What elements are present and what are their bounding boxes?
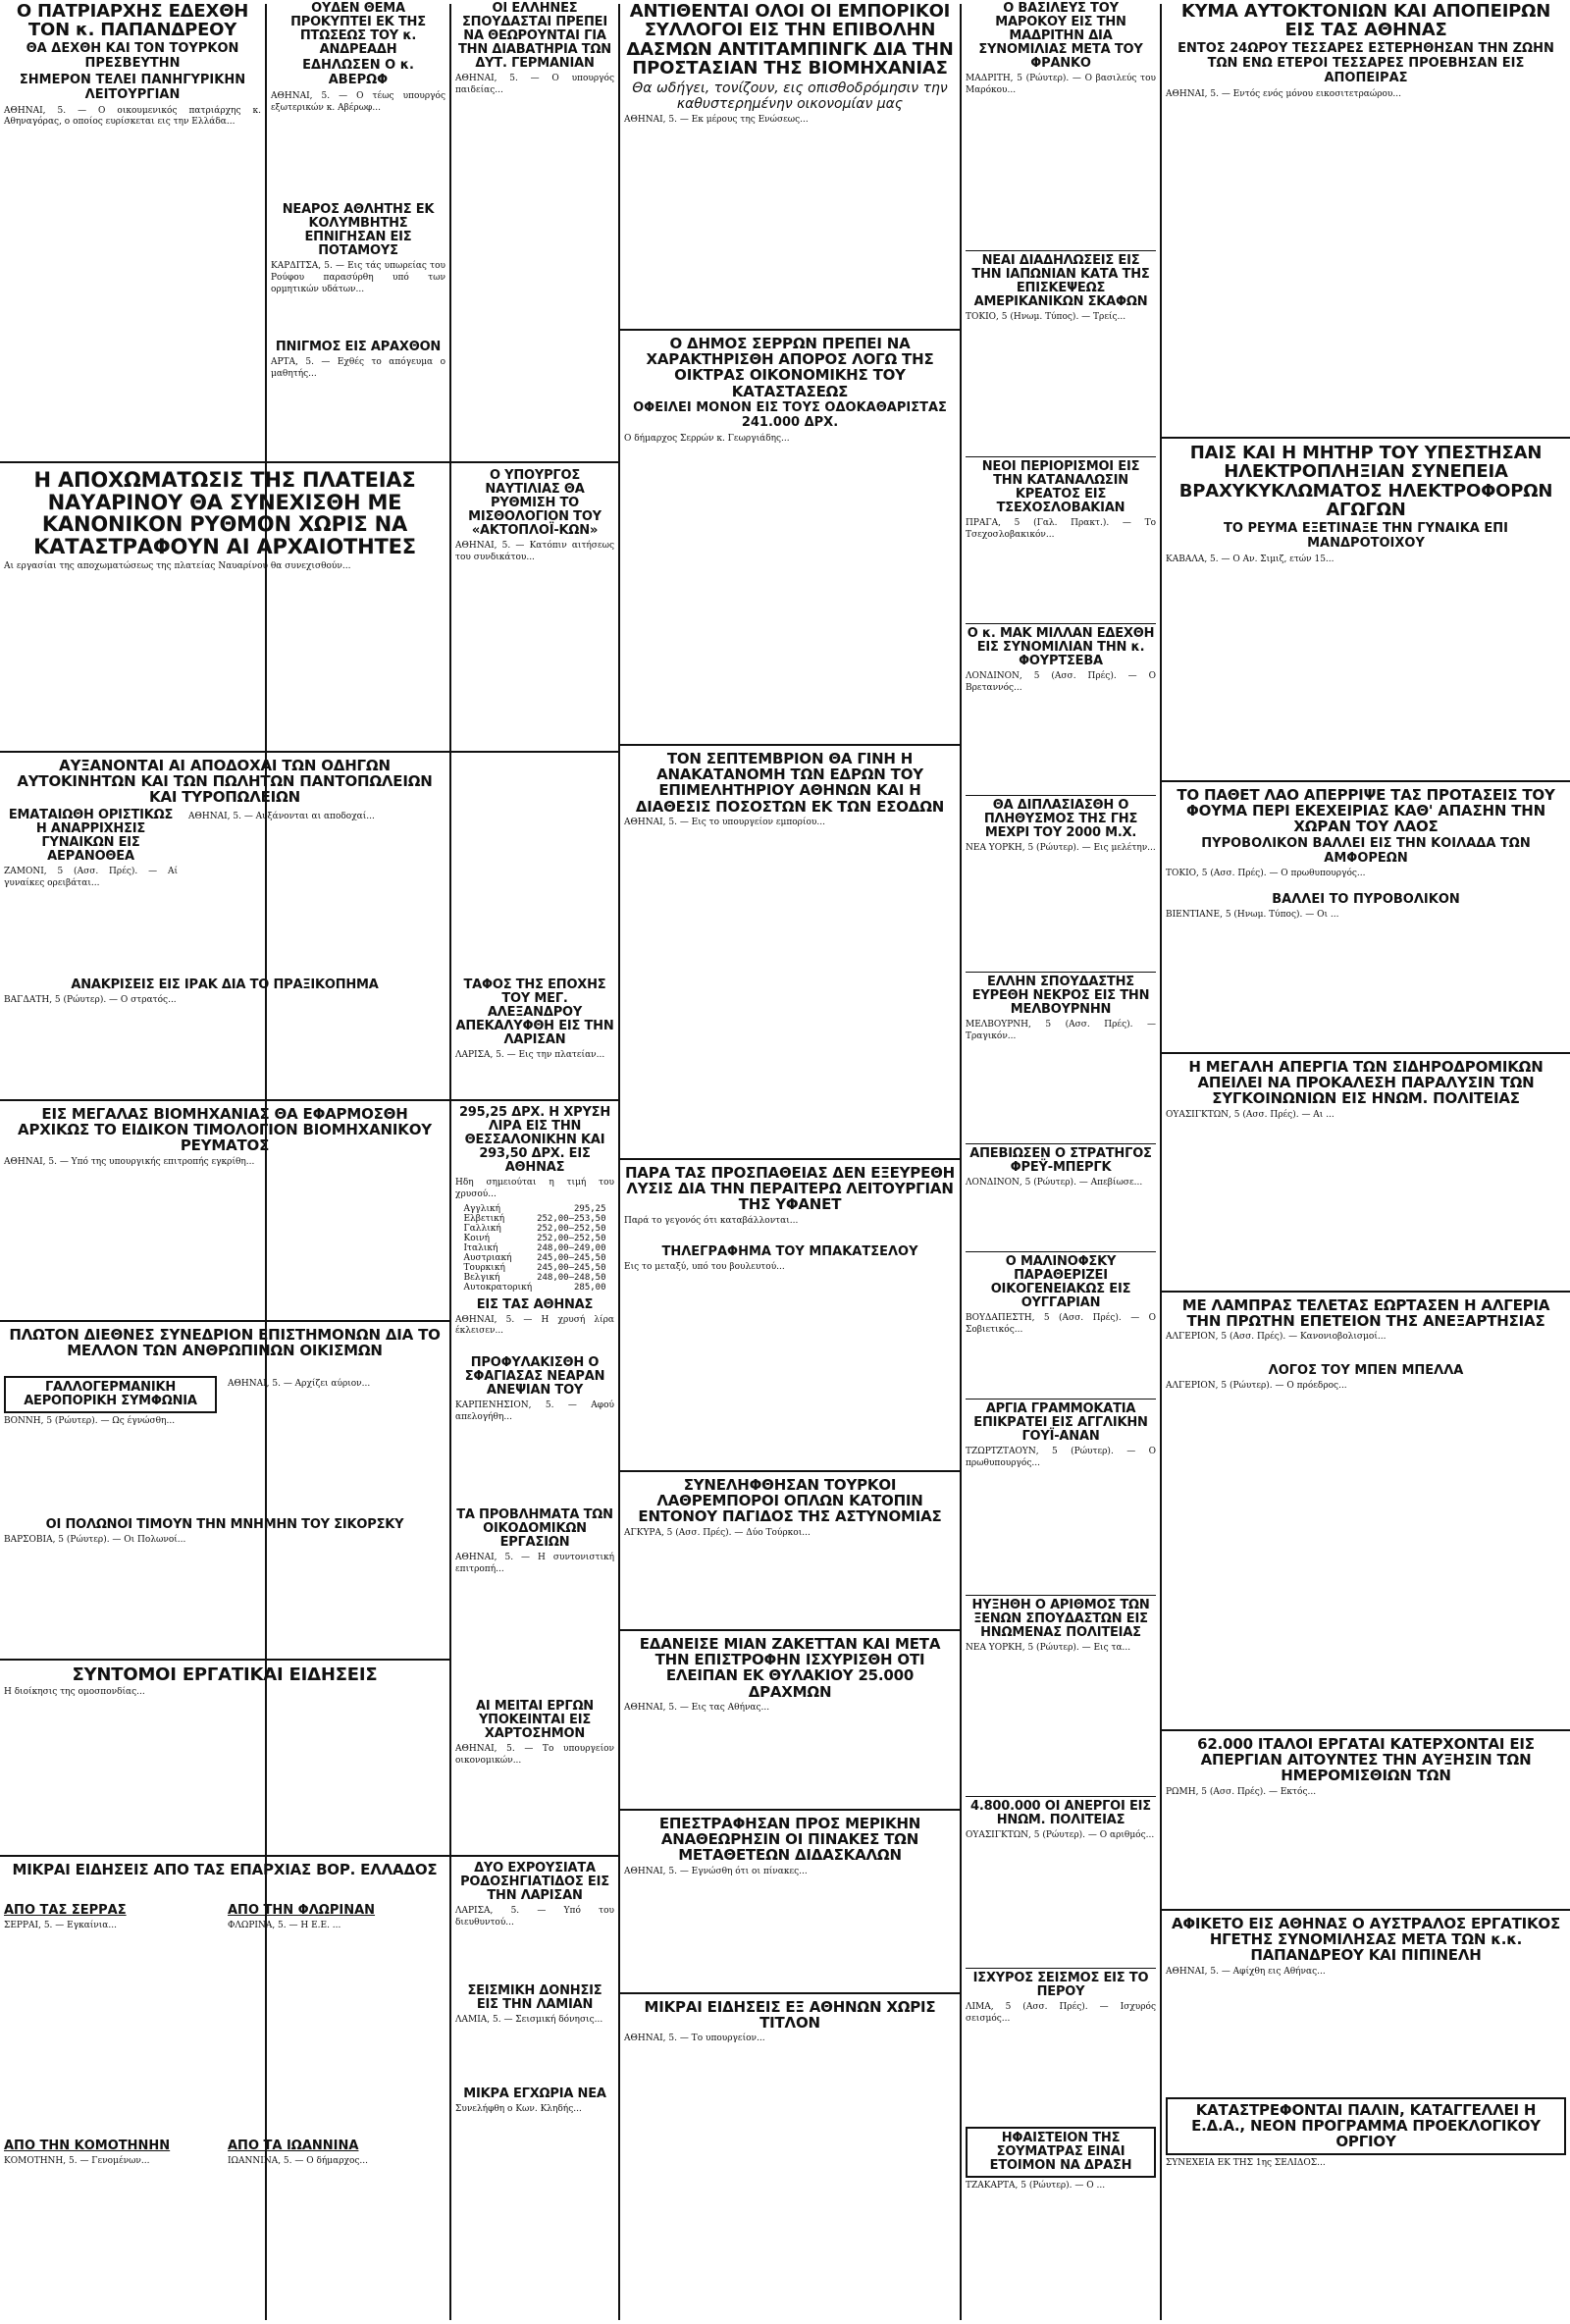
dateline: ΣΥΝΕΧΕΙΑ ΕΚ ΤΗΣ 1ης ΣΕΛΙΔΟΣ... bbox=[1166, 2157, 1326, 2168]
article-iraq bbox=[0, 977, 449, 1094]
article-franco-german bbox=[0, 1374, 221, 1511]
subheadline: ΣΗΜΕΡΟΝ ΤΕΛΕΙ ΠΑΝΗΓΥΡΙΚΗΝ ΛΕΙΤΟΥΡΓΙΑΝ bbox=[19, 72, 246, 102]
price-label: Αυστριακή bbox=[463, 1252, 512, 1263]
dateline: ΒΑΡΣΟΒΙΑ, 5 (Ρώυτερ). — Οι Πολωνοί... bbox=[4, 1535, 186, 1546]
headline: ΑΝΤΙΘΕΝΤΑΙ ΟΛΟΙ ΟΙ ΕΜΠΟΡΙΚΟΙ ΣΥΛΛΟΓΟΙ ΕΙΣ ΤΗΝ ΕΠΙΒΟΛΗΝ ΔΑΣΜΩΝ ΑΝΤΙΤΑΜΠΙΝΓΚ ΔΙΑ ΤΗΝ ΠΡΟΣΤΑΣΙΑΝ ΤΗΣ ΒΙΟΜΗΧΑΝΙΑΣ bbox=[626, 1, 954, 79]
price-value: 285,00 bbox=[574, 1282, 606, 1293]
section-rule bbox=[1162, 437, 1570, 439]
headline: ΕΛΛΗΝ ΣΠΟΥΔΑΣΤΗΣ ΕΥΡΕΘΗ ΝΕΚΡΟΣ ΕΙΣ ΤΗΝ ΜΕΛΒΟΥΡΝΗΝ bbox=[971, 975, 1150, 1018]
article-lamia bbox=[451, 1982, 618, 2081]
boxed-headline bbox=[4, 1376, 217, 1413]
article-melbourne bbox=[962, 967, 1160, 1134]
dateline: ΑΘΗΝΑΙ, 5. — Εις τας Αθήνας... bbox=[624, 1702, 770, 1713]
dateline: ΤΖΑΚΑΡΤΑ, 5 (Ρώυτερ). — Ο ... bbox=[966, 2181, 1106, 2192]
dateline: ΤΖΩΡΤΖΤΑΟΥΝ, 5 (Ρώυτερ). — Ο πρωθυπουργός... bbox=[966, 1447, 1156, 1468]
article-industry-power bbox=[0, 1104, 449, 1315]
subheadline: ΘΑ ΔΕΧΘΗ ΚΑΙ ΤΟΝ ΤΟΥΡΚΟΝ ΠΡΕΣΒΕΥΤΗΝ bbox=[26, 40, 239, 71]
dateline: ΒΙΕΝΤΙΑΝΕ, 5 (Ηνωμ. Τύπος). — Οι ... bbox=[1166, 910, 1339, 921]
headline: ΑΥΞΑΝΟΝΤΑΙ ΑΙ ΑΠΟΔΟΧΑΙ ΤΩΝ ΟΔΗΓΩΝ ΑΥΤΟΚΙΝΗΤΩΝ ΚΑΙ ΤΩΝ ΠΩΛΗΤΩΝ ΠΑΝΤΟΠΩΛΕΙΩΝ ΚΑΙ ΤΥΡΟΠΩΛΕΙΩΝ bbox=[17, 757, 433, 803]
headline: ΣΥΝΤΟΜΟΙ ΕΡΓΑΤΙΚΑΙ ΕΙΔΗΣΕΙΣ bbox=[72, 1664, 378, 1685]
price-row bbox=[461, 1224, 607, 1234]
dateline: ΑΘΗΝΑΙ, 5. — Αρχίζει αύριον... bbox=[228, 1379, 371, 1389]
dateline: ΑΘΗΝΑΙ, 5. — Εντός ενός μόνου εικοσιτετραώρου... bbox=[1166, 88, 1401, 99]
article-peru-quake bbox=[962, 1963, 1160, 2120]
headline: ΑΙ ΜΕΙΤΑΙ ΕΡΓΩΝ ΥΠΟΚΕΙΝΤΑΙ ΕΙΣ ΧΑΡΤΟΣΗΜΟΝ bbox=[476, 1699, 594, 1742]
section-rule bbox=[620, 744, 960, 746]
dateline: ΝΕΑ ΥΟΡΚΗ, 5 (Ρώυτερ). — Εις μελέτην... bbox=[966, 843, 1156, 854]
dateline: ΑΘΗΝΑΙ, 5. — Αυξάνονται αι αποδοχαί... bbox=[188, 812, 375, 821]
headline: ΝΕΑΡΟΣ ΑΘΛΗΤΗΣ ΕΚ ΚΟΛΥΜΒΗΤΗΣ ΕΠΝΙΓΗΣΑΝ ΕΙΣ ΠΟΤΑΜΟΥΣ bbox=[282, 202, 435, 259]
article-electrocution bbox=[1162, 442, 1570, 775]
price-value: 248,00—249,00 bbox=[537, 1242, 606, 1253]
dateline: ΦΛΩΡΙΝΑ, 5. — Η Ε.Ε. ... bbox=[228, 1921, 341, 1930]
price-value: 252,00—252,50 bbox=[537, 1233, 606, 1243]
dateline: ΣΕΡΡΑΙ, 5. — Εγκαίνια... bbox=[4, 1921, 117, 1930]
section-rule bbox=[620, 1470, 960, 1472]
headline: ΟΙ ΠΟΛΩΝΟΙ ΤΙΜΟΥΝ ΤΗΝ ΜΝΗΜΗΝ ΤΟΥ ΣΙΚΟΡΣΚΥ bbox=[45, 1517, 404, 1532]
price-label: Ιταλική bbox=[463, 1242, 498, 1253]
dateline: ΤΟΚΙΟ, 5 (Ηνωμ. Τύπος). — Τρείς... bbox=[966, 312, 1126, 323]
headline: ΗΥΞΗΘΗ Ο ΑΡΙΘΜΟΣ ΤΩΝ ΞΕΝΩΝ ΣΠΟΥΔΑΣΤΩΝ ΕΙΣ ΗΝΩΜΕΝΑΣ ΠΟΛΙΤΕΙΑΣ bbox=[971, 1598, 1150, 1641]
regional-serres bbox=[0, 1899, 221, 2125]
article-smugglers bbox=[620, 1475, 960, 1627]
headline: 62.000 ΙΤΑΛΟΙ ΕΡΓΑΤΑΙ ΚΑΤΕΡΧΟΝΤΑΙ ΕΙΣ ΑΠΕΡΓΙΑΝ ΑΙΤΟΥΝΤΕΣ ΤΗΝ ΑΥΞΗΣΙΝ ΤΩΝ ΗΜΕΡΟΜΙΣΘΙΩΝ ΤΩΝ bbox=[1197, 1735, 1535, 1785]
regional-florina bbox=[224, 1899, 449, 2125]
section-rule bbox=[0, 461, 618, 463]
regional-komotini bbox=[0, 2135, 221, 2321]
headline: ΤΟΝ ΣΕΠΤΕΜΒΡΙΟΝ ΘΑ ΓΙΝΗ Η ΑΝΑΚΑΤΑΝΟΜΗ ΤΩΝ ΕΔΡΩΝ ΤΟΥ ΕΠΙΜΕΛΗΤΗΡΙΟΥ ΑΘΗΝΩΝ ΚΑΙ Η ΔΙΑΘΕΣΙΣ ΠΟΣΟΣΤΩΝ ΕΚ ΤΩΝ ΕΣΟΔΩΝ bbox=[635, 750, 945, 816]
section-rule bbox=[0, 1855, 618, 1857]
section-rule bbox=[620, 1992, 960, 1994]
dateline: ΛΑΡΙΣΑ, 5. — Υπό του διευθυντού... bbox=[455, 1906, 614, 1928]
section-rule bbox=[1162, 1291, 1570, 1293]
article-suicides bbox=[1162, 0, 1570, 432]
price-row bbox=[461, 1263, 607, 1273]
price-label: Ελβετική bbox=[463, 1213, 505, 1224]
article-arachthos bbox=[267, 339, 449, 432]
dateline: ΛΟΝΔΙΝΟΝ, 5 (Ασσ. Πρές). — Ο Βρεταννός... bbox=[966, 671, 1156, 693]
gold-price-table bbox=[461, 1204, 607, 1293]
price-row bbox=[461, 1214, 607, 1224]
article-sikorsky bbox=[0, 1516, 449, 1654]
article-athens-briefs bbox=[620, 1997, 960, 2321]
section-rule bbox=[1162, 780, 1570, 782]
dateline: ΑΡΤΑ, 5. — Εχθές το απόγευμα ο μαθητής... bbox=[271, 357, 445, 379]
article-japan bbox=[962, 245, 1160, 447]
section-rule bbox=[620, 1629, 960, 1631]
section-rule bbox=[1162, 1729, 1570, 1731]
section-label: ΑΠΟ ΤΗΝ ΦΛΩΡΙΝΑΝ bbox=[228, 1903, 376, 1918]
section-rule bbox=[0, 751, 618, 753]
headline: ΤΗΛΕΓΡΑΦΗΜΑ ΤΟΥ ΜΠΑΚΑΤΣΕΛΟΥ bbox=[661, 1244, 918, 1260]
headline: Ο κ. ΜΑΚ ΜΙΛΛΑΝ ΕΔΕΧΘΗ ΕΙΣ ΣΥΝΟΜΙΛΙΑΝ ΤΗΝ κ. ΦΟΥΡΤΣΕΒΑ bbox=[967, 626, 1155, 669]
article-tomb bbox=[451, 977, 618, 1094]
headline: Ο ΔΗΜΟΣ ΣΕΡΡΩΝ ΠΡΕΠΕΙ ΝΑ ΧΑΡΑΚΤΗΡΙΣΘΗ ΑΠΟΡΟΣ ΛΟΓΩ ΤΗΣ ΟΙΚΤΡΑΣ ΟΙΚΟΝΟΜΙΚΗΣ ΤΟΥ ΚΑΤΑΣΤΑΣΕΩΣ bbox=[646, 335, 934, 400]
article-chamber bbox=[620, 749, 960, 1156]
article-unemployed bbox=[962, 1791, 1160, 1958]
section-rule bbox=[620, 1809, 960, 1811]
section-label: ΑΠΟ ΤΗΝ ΚΟΜΟΤΗΝΗΝ bbox=[4, 2139, 171, 2153]
dateline: ΚΑΡΠΕΝΗΣΙΟΝ, 5. — Αφού απελογήθη... bbox=[455, 1400, 614, 1422]
dateline: ΚΑΒΑΛΑ, 5. — Ο Αν. Σιμιζ, ετών 15... bbox=[1166, 554, 1334, 564]
dateline: Συνελήφθη ο Κων. Κληδής... bbox=[455, 2104, 582, 2115]
price-value: 252,00—253,50 bbox=[537, 1213, 606, 1224]
article-shipping bbox=[451, 467, 618, 752]
price-row bbox=[461, 1204, 607, 1214]
article-patriarch bbox=[0, 0, 265, 432]
dateline: ΛΑΜΙΑ, 5. — Σεισμική δόνησις... bbox=[455, 2015, 603, 2026]
headline: ΝΕΑΙ ΔΙΑΔΗΛΩΣΕΙΣ ΕΙΣ ΤΗΝ ΙΑΠΩΝΙΑΝ ΚΑΤΑ ΤΗΣ ΕΠΙΣΚΕΨΕΩΣ ΑΜΕΡΙΚΑΝΙΚΩΝ ΣΚΑΦΩΝ bbox=[971, 253, 1150, 310]
regional-ioannina bbox=[224, 2135, 449, 2321]
price-value: 245,00—245,50 bbox=[537, 1252, 606, 1263]
section-rule bbox=[1162, 1052, 1570, 1054]
article-macmillan bbox=[962, 618, 1160, 785]
headline: ΗΦΑΙΣΤΕΙΟΝ ΤΗΣ ΣΟΥΜΑΤΡΑΣ ΕΙΝΑΙ ΕΤΟΙΜΟΝ ΝΑ ΔΡΑΣΗ bbox=[989, 2131, 1132, 2174]
article-navarinou bbox=[0, 467, 449, 752]
subheadline: ΕΝΤΟΣ 24ΩΡΟΥ ΤΕΣΣΑΡΕΣ ΕΣΤΕΡΗΘΗΣΑΝ ΤΗΝ ΖΩΗΝ ΤΩΝ ΕΝΩ ΕΤΕΡΟΙ ΤΕΣΣΑΡΕΣ ΠΡΟΕΒΗΣΑΝ ΕΙΣ ΑΠΟΠΕΙΡΑΣ bbox=[1178, 40, 1554, 85]
price-label: Αυτοκρατορική bbox=[463, 1282, 533, 1293]
dateline: Αι εργασίαι της αποχωματώσεως της πλατείας Ναυαρίνου θα συνεχισθούν... bbox=[4, 560, 351, 571]
dateline: ΑΘΗΝΑΙ, 5. — Εκ μέρους της Ενώσεως... bbox=[624, 114, 809, 125]
article-teachers bbox=[620, 1814, 960, 1990]
headline: ΓΑΛΛΟΓΕΡΜΑΝΙΚΗ ΑΕΡΟΠΟΡΙΚΗ ΣΥΜΦΩΝΙΑ bbox=[24, 1380, 197, 1409]
article-laos bbox=[1162, 785, 1570, 1050]
headline: ΒΑΛΛΕΙ ΤΟ ΠΥΡΟΒΟΛΙΚΟΝ bbox=[1272, 892, 1460, 908]
price-label: Αγγλική bbox=[463, 1203, 500, 1214]
dateline: ΑΘΗΝΑΙ, 5. — Ο τέως υπουργός εξωτερικών κ. Αβέρωφ... bbox=[271, 91, 445, 113]
boxed-headline bbox=[966, 2127, 1156, 2178]
article-population bbox=[962, 790, 1160, 962]
headline: ΑΝΑΚΡΙΣΕΙΣ ΕΙΣ ΙΡΑΚ ΔΙΑ ΤΟ ΠΡΑΞΙΚΟΠΗΜΑ bbox=[71, 977, 379, 992]
headline: ΠΝΙΓΜΟΣ ΕΙΣ ΑΡΑΧΘΟΝ bbox=[275, 340, 442, 354]
section-label: ΑΠΟ ΤΑ ΙΩΑΝΝΙΝΑ bbox=[228, 2139, 359, 2153]
dateline: ΙΩΑΝΝΙΝΑ, 5. — Ο δήμαρχος... bbox=[228, 2156, 368, 2166]
article-drivers-body bbox=[184, 807, 449, 974]
headline: Ο ΠΑΤΡΙΑΡΧΗΣ ΕΔΕΧΘΗ ΤΟΝ κ. ΠΑΠΑΝΔΡΕΟΥ bbox=[16, 1, 249, 41]
headline: ΟΥΔΕΝ ΘΕΜΑ ΠΡΟΚΥΠΤΕΙ ΕΚ ΤΗΣ ΠΤΩΣΕΩΣ ΤΟΥ κ. ΑΝΔΡΕΑΔΗ bbox=[290, 1, 426, 58]
section-rule bbox=[0, 1320, 449, 1322]
headline: ΘΑ ΔΙΠΛΑΣΙΑΣΘΗ Ο ΠΛΗΘΥΣΜΟΣ ΤΗΣ ΓΗΣ ΜΕΧΡΙ ΤΟΥ 2000 Μ.Χ. bbox=[983, 798, 1138, 841]
headline: Ο ΥΠΟΥΡΓΟΣ ΝΑΥΤΙΛΙΑΣ ΘΑ ΡΥΘΜΙΣΗ ΤΟ ΜΙΣΘΟΛΟΓΙΟΝ ΤΟΥ «ΑΚΤΟΠΛΟΪ-ΚΩΝ» bbox=[468, 468, 602, 539]
dateline: ΒΑΓΔΑΤΗ, 5 (Ρώυτερ). — Ο στρατός... bbox=[4, 995, 177, 1006]
headline: ΣΕΙΣΜΙΚΗ ΔΟΝΗΣΙΣ ΕΙΣ ΤΗΝ ΛΑΜΙΑΝ bbox=[467, 1983, 602, 2013]
article-nephew bbox=[451, 1354, 618, 1502]
dateline: ΛΑΡΙΣΑ, 5. — Εις την πλατείαν... bbox=[455, 1050, 605, 1061]
dateline: Ο δήμαρχος Σερρών κ. Γεωργιάδης... bbox=[624, 433, 790, 444]
dateline: ΑΘΗΝΑΙ, 5. — Ο οικουμενικός πατριάρχης κ. Αθηναγόρας, ο οποίος ευρίσκεται εις την Ελλάδα... bbox=[4, 105, 261, 128]
headline: ΙΣΧΥΡΟΣ ΣΕΙΣΜΟΣ ΕΙΣ ΤΟ ΠΕΡΟΥ bbox=[972, 1971, 1149, 2000]
headline: Η ΜΕΓΑΛΗ ΑΠΕΡΓΙΑ ΤΩΝ ΣΙΔΗΡΟΔΡΟΜΙΚΩΝ ΑΠΕΙΛΕΙ ΝΑ ΠΡΟΚΑΛΕΣΗ ΠΑΡΑΛΥΣΙΝ ΤΩΝ ΣΥΓΚΟΙΝΩΝΙΩΝ ΕΙΣ ΗΝΩΜ. ΠΟΛΙΤΕΙΑΣ bbox=[1188, 1058, 1544, 1108]
dateline: ΑΘΗΝΑΙ, 5. — Η χρυσή λίρα έκλεισεν... bbox=[455, 1314, 614, 1337]
headline: ΕΔΑΝΕΙΣΕ ΜΙΑΝ ΖΑΚΕΤΤΑΝ ΚΑΙ ΜΕΤΑ ΤΗΝ ΕΠΙΣΤΡΟΦΗΝ ΙΣΧΥΡΙΣΘΗ ΟΤΙ ΕΛΕΙΠΑΝ ΕΚ ΘΥΛΑΚΙΟΥ 25.000 ΔΡΑΧΜΩΝ bbox=[639, 1635, 941, 1701]
article-guiana bbox=[962, 1394, 1160, 1585]
price-label: Τουρκική bbox=[463, 1262, 505, 1273]
headline: ΠΑΙΣ ΚΑΙ Η ΜΗΤΗΡ ΤΟΥ ΥΠΕΣΤΗΣΑΝ ΗΛΕΚΤΡΟΠΛΗΞΙΑΝ ΣΥΝΕΠΕΙΑ ΒΡΑΧΥΚΥΚΛΩΜΑΤΟΣ ΗΛΕΚΤΡΟΦΟΡΩΝ ΑΓΩΓΩΝ bbox=[1178, 443, 1553, 521]
dateline: ΤΟΚΙΟ, 5 (Ασσ. Πρές). — Ο πρωθυπουργός... bbox=[1166, 869, 1366, 879]
section-rule bbox=[0, 1659, 449, 1661]
article-eda bbox=[1162, 2095, 1570, 2321]
headline: ΝΕΟΙ ΠΕΡΙΟΡΙΣΜΟΙ ΕΙΣ ΤΗΝ ΚΑΤΑΝΑΛΩΣΙΝ ΚΡΕΑΤΟΣ ΕΙΣ ΤΣΕΧΟΣΛΟΒΑΚΙΑΝ bbox=[981, 459, 1140, 516]
dateline: ΒΟΝΝΗ, 5 (Ρώυτερ). — Ως έγνώσθη... bbox=[4, 1416, 176, 1427]
article-antidumping bbox=[620, 0, 960, 324]
price-value: 245,00—245,50 bbox=[537, 1262, 606, 1273]
dateline: ΑΘΗΝΑΙ, 5. — Κατόπιν αιτήσεως του συνδικάτου... bbox=[455, 541, 614, 562]
headline: Ο ΒΑΣΙΛΕΥΣ ΤΟΥ ΜΑΡΟΚΟΥ ΕΙΣ ΤΗΝ ΜΑΔΡΙΤΗΝ ΔΙΑ ΣΥΝΟΜΙΛΙΑΣ ΜΕΤΑ ΤΟΥ ΦΡΑΝΚΟ bbox=[978, 1, 1143, 72]
section-rule bbox=[0, 1099, 618, 1101]
dateline: ΑΘΗΝΑΙ, 5. — Εγνώσθη ότι οι πίνακες... bbox=[624, 1866, 808, 1876]
price-label: Βελγική bbox=[463, 1272, 500, 1283]
article-gold-price bbox=[451, 1104, 618, 1349]
article-local-news bbox=[451, 2086, 618, 2321]
headline: ΤΑ ΠΡΟΒΛΗΜΑΤΑ ΤΩΝ ΟΙΚΟΔΟΜΙΚΩΝ ΕΡΓΑΣΙΩΝ bbox=[456, 1507, 613, 1551]
article-students-visa bbox=[451, 0, 618, 432]
headline: ΟΙ ΕΛΛΗΝΕΣ ΣΠΟΥΔΑΣΤΑΙ ΠΡΕΠΕΙ ΝΑ ΘΕΩΡΟΥΝΤΑΙ ΓΙΑ ΤΗΝ ΔΙΑΒΑΤΗΡΙΑ ΤΩΝ ΔΥΤ. ΓΕΡΜΑΝΙΑΝ bbox=[458, 1, 611, 72]
dateline: Παρά το γεγονός ότι καταβάλλονται... bbox=[624, 1215, 799, 1226]
article-sumatra bbox=[962, 2125, 1160, 2321]
dateline: ΖΑΜΟΝΙ, 5 (Ασσ. Πρές). — Αί γυναίκες ορειβάται... bbox=[4, 867, 178, 888]
section-rule bbox=[620, 329, 960, 331]
headline: 4.800.000 ΟΙ ΑΝΕΡΓΟΙ ΕΙΣ ΗΝΩΜ. ΠΟΛΙΤΕΙΑΣ bbox=[970, 1799, 1151, 1828]
headline: ΠΡΟΦΥΛΑΚΙΣΘΗ Ο ΣΦΑΓΙΑΣΑΣ ΝΕΑΡΑΝ ΑΝΕΨΙΑΝ ΤΟΥ bbox=[464, 1355, 605, 1399]
dateline: ΑΘΗΝΑΙ, 5. — Ο υπουργός παιδείας... bbox=[455, 74, 614, 95]
dateline: ΠΡΑΓΑ, 5 (Γαλ. Πρακτ.). — Το Τσεχοσλοβακικόν... bbox=[966, 518, 1156, 540]
price-row bbox=[461, 1283, 607, 1293]
dateline: ΟΥΑΣΙΓΚΤΩΝ, 5 (Ρώυτερ). — Ο αριθμός... bbox=[966, 1830, 1155, 1841]
article-australian-leader bbox=[1162, 1914, 1570, 2090]
dateline: ΝΕΑ ΥΟΡΚΗ, 5 (Ρώυτερ). — Εις τα... bbox=[966, 1643, 1131, 1654]
headline: ΑΠΕΒΙΩΣΕΝ Ο ΣΤΡΑΤΗΓΟΣ ΦΡΕΫ-ΜΠΕΡΓΚ bbox=[969, 1146, 1152, 1176]
dateline: ΚΟΜΟΤΗΝΗ, 5. — Γενομένων... bbox=[4, 2156, 150, 2166]
article-construction bbox=[451, 1506, 618, 1693]
dateline: ΑΛΓΕΡΙΟΝ, 5 (Ρώυτερ). — Ο πρόεδρος... bbox=[1166, 1381, 1347, 1392]
headline: ΠΑΡΑ ΤΑΣ ΠΡΟΣΠΑΘΕΙΑΣ ΔΕΝ ΕΞΕΥΡΕΘΗ ΛΥΣΙΣ ΔΙΑ ΤΗΝ ΠΕΡΑΙΤΕΡΩ ΛΕΙΤΟΥΡΓΙΑΝ ΤΗΣ ΥΦΑΝΕΤ bbox=[624, 1164, 956, 1214]
article-drowning bbox=[267, 201, 449, 334]
article-climbers bbox=[0, 807, 182, 974]
article-serres-municipality bbox=[620, 334, 960, 741]
article-algeria bbox=[1162, 1295, 1570, 1727]
subheadline: ΟΦΕΙΛΕΙ ΜΟΝΟΝ ΕΙΣ ΤΟΥΣ ΟΔΟΚΑΘΑΡΙΣΤΑΣ 241.000 ΔΡΧ. bbox=[633, 399, 947, 430]
headline: 295,25 ΔΡΧ. Η ΧΡΥΣΗ ΛΙΡΑ ΕΙΣ ΤΗΝ ΘΕΣΣΑΛΟΝΙΚΗΝ ΚΑΙ 293,50 ΔΡΧ. ΕΙΣ ΑΘΗΝΑΣ bbox=[458, 1105, 611, 1176]
dateline: ΚΑΡΔΙΤΣΑ, 5. — Εις τάς υπωρείας του Ρούφου παρασύρθη υπό των ορμητικών υδάτων... bbox=[271, 261, 445, 294]
headline: ΠΛΩΤΟΝ ΔΙΕΘΝΕΣ ΣΥΝΕΔΡΙΟΝ ΕΠΙΣΤΗΜΟΝΩΝ ΔΙΑ ΤΟ ΜΕΛΛΟΝ ΤΩΝ ΑΝΘΡΩΠΙΝΩΝ ΟΙΚΙΣΜΩΝ bbox=[9, 1326, 441, 1360]
article-labor-news bbox=[0, 1664, 449, 1845]
article-regional bbox=[0, 1860, 449, 1895]
dateline: Εις το μεταξύ, υπό του βουλευτού... bbox=[624, 1262, 785, 1273]
article-jacket bbox=[620, 1634, 960, 1806]
price-row bbox=[461, 1243, 607, 1253]
headline: ΛΟΓΟΣ ΤΟΥ ΜΠΕΝ ΜΠΕΛΛΑ bbox=[1268, 1363, 1464, 1379]
subheadline: Θα ωδήγει, τονίζουν, εις οπισθοδρόμησιν την καθυστερημένην οικονομίαν μας bbox=[632, 79, 948, 112]
article-foreign-students bbox=[962, 1590, 1160, 1786]
dateline: ΑΘΗΝΑΙ, 5. — Το υπουργείον οικονομικών... bbox=[455, 1744, 614, 1766]
dateline: Ηδη σημειούται η τιμή του χρυσού... bbox=[455, 1178, 614, 1199]
dateline: ΟΥΑΣΙΓΚΤΩΝ, 5 (Ασσ. Πρές). — Αι ... bbox=[1166, 1109, 1334, 1120]
section-rule bbox=[1162, 1909, 1570, 1911]
headline: ΜΙΚΡΑΙ ΕΙΔΗΣΕΙΣ ΑΠΟ ΤΑΣ ΕΠΑΡΧΙΑΣ ΒΟΡ. ΕΛΛΑΔΟΣ bbox=[12, 1861, 438, 1878]
boxed-headline bbox=[1166, 2097, 1566, 2155]
price-label: Γαλλική bbox=[463, 1223, 501, 1234]
dateline: ΑΘΗΝΑΙ, 5. — Η συντονιστική επιτροπή... bbox=[455, 1553, 614, 1574]
dateline: ΑΘΗΝΑΙ, 5. — Το υπουργείον... bbox=[624, 2034, 765, 2044]
headline: ΕΙΣ ΤΑΣ ΑΘΗΝΑΣ bbox=[476, 1296, 594, 1312]
subheadline: ΠΥΡΟΒΟΛΙΚΟΝ ΒΑΛΛΕΙ ΕΙΣ ΤΗΝ ΚΟΙΛΑΔΑ ΤΩΝ ΑΜΦΟΡΕΩΝ bbox=[1201, 835, 1531, 866]
article-stamp-duty bbox=[451, 1698, 618, 1845]
article-congress bbox=[0, 1325, 449, 1372]
headline: ΚΥΜΑ ΑΥΤΟΚΤΟΝΙΩΝ ΚΑΙ ΑΠΟΠΕΙΡΩΝ ΕΙΣ ΤΑΣ ΑΘΗΝΑΣ bbox=[1180, 1, 1551, 41]
article-drivers bbox=[0, 756, 449, 803]
dateline: ΑΓΚΥΡΑ, 5 (Ασσ. Πρές). — Δύο Τούρκοι... bbox=[624, 1527, 811, 1538]
article-czech-meat bbox=[962, 451, 1160, 613]
article-malinovsky bbox=[962, 1246, 1160, 1389]
dateline: ΜΕΛΒΟΥΡΝΗ, 5 (Ασσ. Πρές). — Τραγικόν... bbox=[966, 1020, 1156, 1041]
headline: ΤΟ ΠΑΘΕΤ ΛΑΟ ΑΠΕΡΡΙΨΕ ΤΑΣ ΠΡΟΤΑΣΕΙΣ ΤΟΥ ΦΟΥΜΑ ΠΕΡΙ ΕΚΕΧΕΙΡΙΑΣ ΚΑΘ' ΑΠΑΣΗΝ ΤΗΝ ΧΩΡΑΝ ΤΟΥ ΛΑΟΣ bbox=[1177, 786, 1555, 836]
headline: ΜΕ ΛΑΜΠΡΑΣ ΤΕΛΕΤΑΣ ΕΩΡΤΑΣΕΝ Η ΑΛΓΕΡΙΑ ΤΗΝ ΠΡΩΤΗΝ ΕΠΕΤΕΙΟΝ ΤΗΣ ΑΝΕΞΑΡΤΗΣΙΑΣ bbox=[1181, 1296, 1550, 1331]
headline: ΤΑΦΟΣ ΤΗΣ ΕΠΟΧΗΣ ΤΟΥ ΜΕΓ. ΑΛΕΞΑΝΔΡΟΥ ΑΠΕΚΑΛΥΦΘΗ ΕΙΣ ΤΗΝ ΛΑΡΙΣΑΝ bbox=[455, 977, 614, 1048]
headline: ΔΥΟ ΕΧΡΟΥΣΙΑΤΑ ΡΟΔΟΣΗΓΙΑΤΙΔΟΣ ΕΙΣ ΤΗΝ ΛΑΡΙΣΑΝ bbox=[460, 1861, 609, 1904]
article-yfanet bbox=[620, 1163, 960, 1467]
article-morocco bbox=[962, 0, 1160, 240]
price-row bbox=[461, 1253, 607, 1263]
article-freyberg bbox=[962, 1138, 1160, 1241]
headline: ΜΙΚΡΑ ΕΓΧΩΡΙΑ ΝΕΑ bbox=[463, 2086, 606, 2101]
headline: ΑΦΙΚΕΤΟ ΕΙΣ ΑΘΗΝΑΣ Ο ΑΥΣΤΡΑΛΟΣ ΕΡΓΑΤΙΚΟΣ ΗΓΕΤΗΣ ΣΥΝΟΜΙΛΗΣΑΣ ΜΕΤΑ ΤΩΝ κ.κ. ΠΑΠΑΝΔΡΕΟΥ ΚΑΙ ΠΙΠΙΝΕΛΗ bbox=[1171, 1915, 1561, 1965]
headline: ΜΙΚΡΑΙ ΕΙΔΗΣΕΙΣ ΕΞ ΑΘΗΝΩΝ ΧΩΡΙΣ ΤΙΤΛΟΝ bbox=[644, 1998, 936, 2033]
dateline: ΜΑΔΡΙΤΗ, 5 (Ρώυτερ). — Ο βασιλεύς του Μαρόκου... bbox=[966, 74, 1156, 95]
section-rule bbox=[620, 1158, 960, 1160]
dateline: ΛΟΝΔΙΝΟΝ, 5 (Ρώυτερ). — Απεβίωσε... bbox=[966, 1178, 1143, 1188]
price-row bbox=[461, 1234, 607, 1243]
headline: ΕΜΑΤΑΙΩΘΗ ΟΡΙΣΤΙΚΩΣ Η ΑΝΑΡΡΙΧΗΣΙΣ ΓΥΝΑΙΚΩΝ ΕΙΣ ΑΕΡΑΝΟΘΕΑ bbox=[8, 808, 174, 865]
article-averof bbox=[267, 0, 449, 196]
headline: ΣΥΝΕΛΗΦΘΗΣΑΝ ΤΟΥΡΚΟΙ ΛΑΘΡΕΜΠΟΡΟΙ ΟΠΛΩΝ ΚΑΤΟΠΙΝ ΕΝΤΟΝΟΥ ΠΑΓΙΔΟΣ ΤΗΣ ΑΣΤΥΝΟΜΙΑΣ bbox=[638, 1476, 942, 1526]
article-rail-strike bbox=[1162, 1057, 1570, 1288]
subheadline: ΤΟ ΡΕΥΜΑ ΕΞΕΤΙΝΑΞΕ ΤΗΝ ΓΥΝΑΙΚΑ ΕΠΙ ΜΑΝΔΡΟΤΟΙΧΟΥ bbox=[1224, 520, 1508, 551]
dateline: ΒΟΥΔΑΠΕΣΤΗ, 5 (Ασσ. Πρές). — Ο Σοβιετικός... bbox=[966, 1313, 1156, 1335]
price-value: 252,00—252,50 bbox=[537, 1223, 606, 1234]
headline: ΕΙΣ ΜΕΓΑΛΑΣ ΒΙΟΜΗΧΑΝΙΑΣ ΘΑ ΕΦΑΡΜΟΣΘΗ ΑΡΧΙΚΩΣ ΤΟ ΕΙΔΙΚΟΝ ΤΙΜΟΛΟΓΙΟΝ ΒΙΟΜΗΧΑΝΙΚΟΥ ΡΕΥΜΑΤΟΣ bbox=[18, 1105, 432, 1155]
dateline: ΡΩΜΗ, 5 (Ασσ. Πρές). — Εκτός... bbox=[1166, 1786, 1317, 1797]
dateline: ΛΙΜΑ, 5 (Ασσ. Πρές). — Ισχυρός σεισμός... bbox=[966, 2002, 1156, 2024]
dateline: ΑΘΗΝΑΙ, 5. — Εις το υπουργείον εμπορίου... bbox=[624, 817, 825, 827]
dateline: ΑΘΗΝΑΙ, 5. — Υπό της υπουργικής επιτροπής εγκρίθη... bbox=[4, 1156, 255, 1167]
dateline: ΑΛΓΕΡΙΟΝ, 5 (Ασσ. Πρές). — Κανονιοβολισμοί... bbox=[1166, 1332, 1387, 1343]
price-row bbox=[461, 1273, 607, 1283]
headline: ΕΠΕΣΤΡΑΦΗΣΑΝ ΠΡΟΣ ΜΕΡΙΚΗΝ ΑΝΑΘΕΩΡΗΣΙΝ ΟΙ ΠΙΝΑΚΕΣ ΤΩΝ ΜΕΤΑΘΕΤΕΩΝ ΔΙΔΑΣΚΑΛΩΝ bbox=[658, 1815, 921, 1865]
price-value: 248,00—248,50 bbox=[537, 1272, 606, 1283]
article-italian-strike bbox=[1162, 1734, 1570, 1906]
headline: Ο ΜΑΛΙΝΟΦΣΚΥ ΠΑΡΑΘΕΡΙΖΕΙ ΟΙΚΟΓΕΝΕΙΑΚΩΣ ΕΙΣ ΟΥΓΓΑΡΙΑΝ bbox=[990, 1254, 1131, 1311]
price-label: Κοινή bbox=[463, 1233, 491, 1243]
subheadline: ΕΔΗΛΩΣΕΝ Ο κ. ΑΒΕΡΩΦ bbox=[302, 58, 414, 88]
article-congress-body bbox=[224, 1374, 449, 1511]
headline: ΑΡΓΙΑ ΓΡΑΜΜΟΚΑΤΙΑ ΕΠΙΚΡΑΤΕΙ ΕΙΣ ΑΓΓΛΙΚΗΝ ΓΟΥΪ-ΑΝΑΝ bbox=[973, 1401, 1148, 1445]
dateline: ΑΘΗΝΑΙ, 5. — Αφίχθη εις Αθήνας... bbox=[1166, 1966, 1326, 1977]
article-larisa bbox=[451, 1860, 618, 1978]
headline: Η ΑΠΟΧΩΜΑΤΩΣΙΣ ΤΗΣ ΠΛΑΤΕΙΑΣ ΝΑΥΑΡΙΝΟΥ ΘΑ ΣΥΝΕΧΙΣΘΗ ΜΕ ΚΑΝΟΝΙΚΟΝ ΡΥΘΜΟΝ ΧΩΡΙΣ ΝΑ ΚΑΤΑΣΤΡΑΦΟΥΝ ΑΙ ΑΡΧΑΙΟΤΗΤΕΣ bbox=[33, 468, 416, 559]
headline: ΚΑΤΑΣΤΡΕΦΟΝΤΑΙ ΠΑΛΙΝ, ΚΑΤΑΓΓΕΛΛΕΙ Η Ε.Δ.Α., ΝΕΟΝ ΠΡΟΓΡΑΜΜΑ ΠΡΟΕΚΛΟΓΙΚΟΥ ΟΡΓΙΟΥ bbox=[1191, 2101, 1541, 2151]
dateline: Η διοίκησις της ομοσπονδίας... bbox=[4, 1687, 145, 1698]
price-value: 295,25 bbox=[574, 1203, 606, 1214]
section-label: ΑΠΟ ΤΑΣ ΣΕΡΡΑΣ bbox=[4, 1903, 127, 1918]
